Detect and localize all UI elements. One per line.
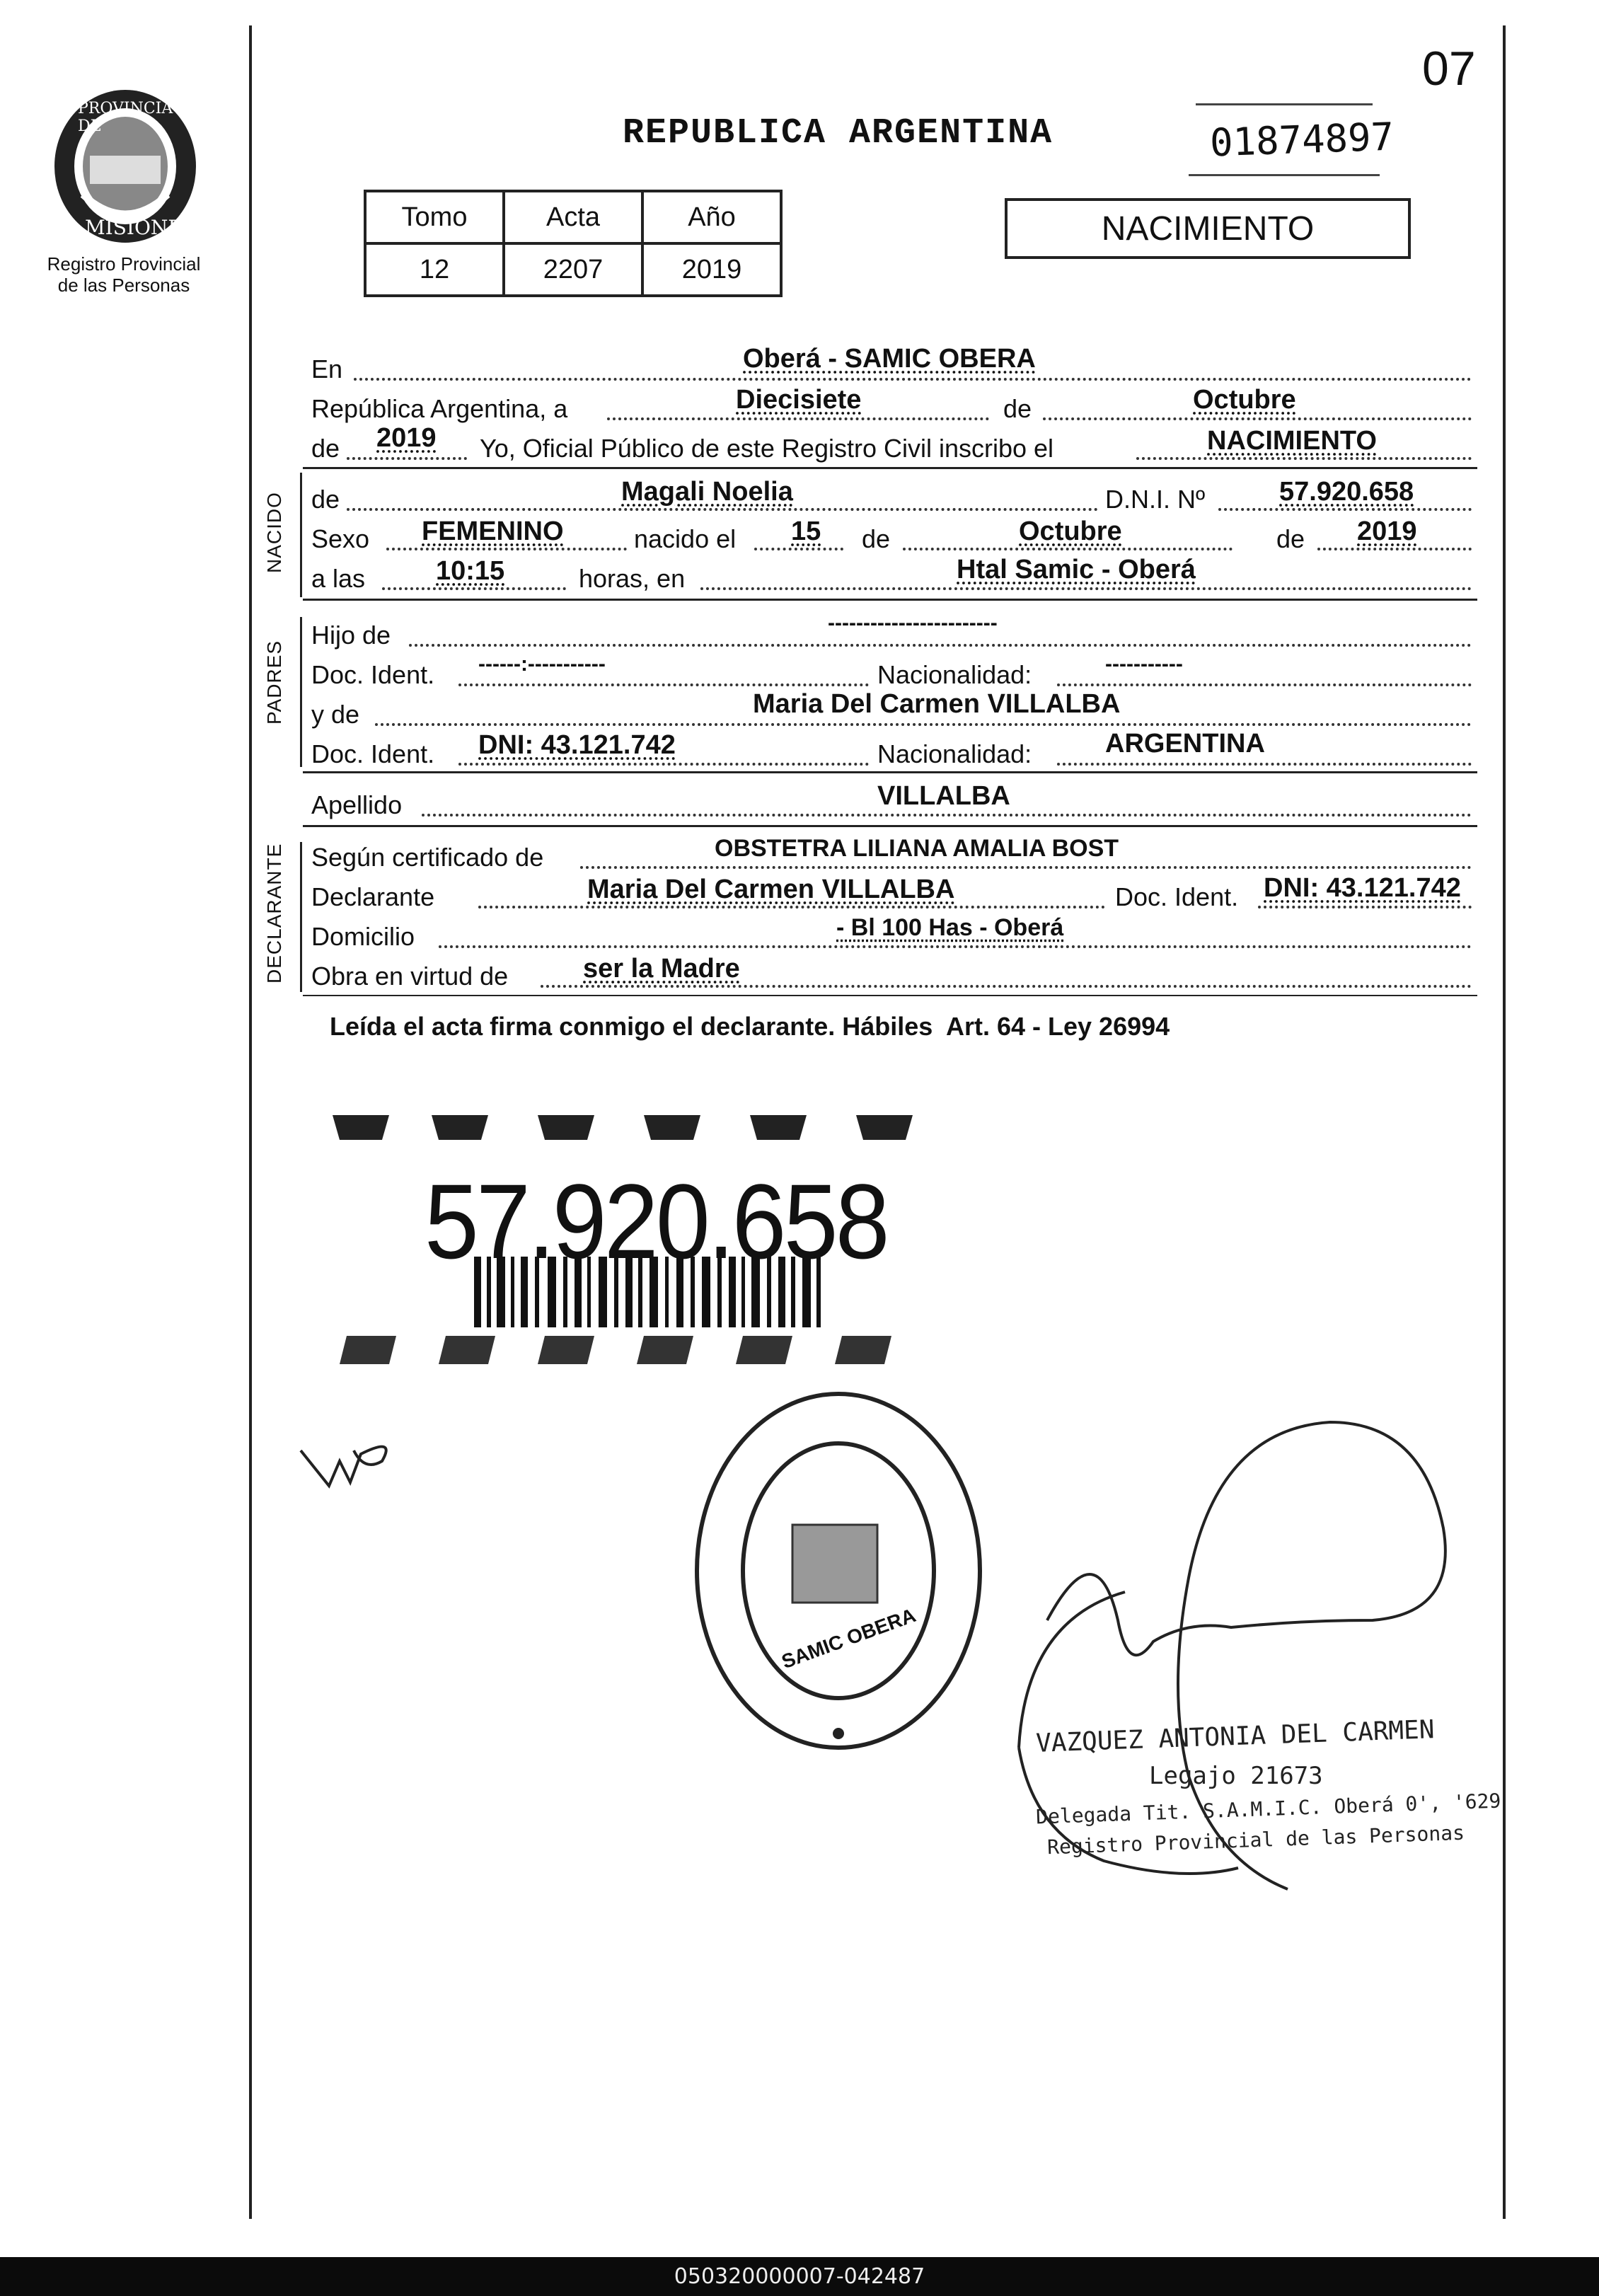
official-registro: Registro Provincial de las Personas (1046, 1821, 1465, 1859)
registry-name-line2: de las Personas (57, 275, 190, 296)
nacido-name-value: Magali Noelia (621, 477, 793, 507)
domicilio-label: Domicilio (311, 922, 415, 951)
inscribe-value: NACIMIENTO (1207, 426, 1377, 456)
section-bracket-nacido (300, 473, 302, 597)
en-value: Oberá - SAMIC OBERA (743, 344, 1036, 374)
nacionalidad-label: Nacionalidad: (877, 660, 1032, 689)
section-divider (303, 995, 1477, 996)
official-cargo: Delegada Tit. S.A.M.I.C. Oberá 0', '629 (1035, 1789, 1501, 1829)
dotted-line (382, 587, 566, 590)
doc-ident-value-2: DNI: 43.121.742 (478, 730, 676, 760)
province-seal-logo (51, 88, 200, 248)
dotted-line (409, 644, 1472, 647)
en-label: En (311, 354, 343, 383)
doc-ident-label: Doc. Ident. (311, 739, 435, 768)
seal-text-top: PROVINCIA DE (78, 100, 173, 135)
hijo-de-value: ------------------------ (828, 611, 998, 635)
section-bracket-padres (300, 617, 302, 767)
doc-ident-label: Doc. Ident. (311, 660, 435, 689)
domicilio-value: - Bl 100 Has - Oberá (836, 914, 1064, 941)
sexo-value: FEMENINO (422, 517, 564, 546)
nacionalidad-value-2: ARGENTINA (1105, 729, 1265, 758)
declarante-doc-value: DNI: 43.121.742 (1264, 873, 1461, 903)
dotted-line (1057, 683, 1472, 686)
dotted-line (458, 763, 869, 766)
left-border-line (249, 25, 252, 2219)
registry-name (28, 253, 219, 296)
right-border-line (1503, 25, 1506, 2219)
nacionalidad-label: Nacionalidad: (877, 739, 1032, 768)
section-divider (303, 771, 1477, 773)
dotted-line (375, 723, 1472, 726)
horas-en-label: horas, en (579, 564, 686, 593)
dotted-line (422, 814, 1472, 817)
doc-ident-value-1: ------:----------- (478, 652, 606, 676)
mother-name-value: Maria Del Carmen VILLALBA (753, 689, 1121, 719)
table-value-tomo: 12 (365, 243, 504, 296)
sexo-label: Sexo (311, 524, 370, 553)
dotted-line (903, 548, 1233, 550)
section-divider (303, 825, 1477, 827)
month-value: Octubre (1193, 385, 1296, 415)
page-title: REPUBLICA ARGENTINA (623, 113, 1054, 154)
dotted-line (1043, 417, 1472, 420)
nacionalidad-value-1: ----------- (1105, 652, 1183, 676)
document-type-box: NACIMIENTO (1005, 198, 1411, 259)
dotted-line (347, 508, 1098, 511)
dotted-line (1218, 508, 1472, 511)
de2-label: de (311, 434, 340, 463)
acta-table (364, 190, 783, 297)
apellido-label: Apellido (311, 790, 403, 819)
dotted-line (1258, 906, 1472, 908)
dni-value: 57.920.658 (1279, 477, 1414, 507)
dotted-line (580, 866, 1472, 869)
official-legajo: Legajo 21673 (1149, 1762, 1323, 1790)
dotted-line (478, 906, 1105, 908)
dotted-line (354, 378, 1472, 381)
dotted-line (1057, 763, 1472, 766)
section-label-declarante: DECLARANTE (263, 843, 285, 983)
stamp-inner-text: SAMIC OBERA (778, 1603, 919, 1673)
apellido-value: VILLALBA (877, 781, 1010, 811)
declarante-label: Declarante (311, 882, 435, 911)
dotted-line (1317, 548, 1472, 550)
nacido-el-label: nacido el (634, 524, 737, 553)
table-header-acta: Acta (504, 191, 642, 243)
republica-label: República Argentina, a (311, 394, 568, 423)
closing-text: Leída el acta firma conmigo el declarante. Hábiles Art. 64 - Ley 26994 (330, 1012, 1170, 1041)
birth-day-value: 15 (791, 517, 821, 546)
a-las-label: a las (311, 564, 366, 593)
dotted-line (386, 548, 627, 550)
footer-code: 050320000007-042487 (0, 2257, 1599, 2296)
section-divider (303, 599, 1477, 601)
seal-text-bottom: MISIONES (85, 216, 197, 239)
y-de-label: y de (311, 700, 360, 729)
birth-place-value: Htal Samic - Oberá (957, 555, 1196, 584)
section-divider (303, 467, 1477, 469)
obra-value: ser la Madre (583, 954, 740, 983)
de-label: de (862, 524, 891, 553)
table-value-acta: 2207 (504, 243, 642, 296)
serial-number-stamp (1189, 103, 1395, 181)
obra-label: Obra en virtud de (311, 962, 509, 991)
dotted-line (1136, 457, 1472, 460)
certificado-label: Según certificado de (311, 843, 544, 872)
doc-ident-label: Doc. Ident. (1115, 882, 1239, 911)
birth-month-value: Octubre (1019, 517, 1122, 546)
registry-name-line1: Registro Provincial (47, 253, 201, 275)
birth-year-value: 2019 (1357, 517, 1417, 546)
declarant-signature (297, 1422, 403, 1500)
section-label-nacido: NACIDO (263, 492, 285, 573)
year-value: 2019 (376, 423, 437, 453)
time-value: 10:15 (436, 556, 505, 586)
serial-number: 01874897 (1208, 114, 1395, 166)
dotted-line (439, 945, 1472, 948)
section-label-padres: PADRES (263, 640, 285, 725)
official-stamp (686, 1387, 991, 1755)
oficial-text: Yo, Oficial Público de este Registro Civil inscribo el (480, 434, 1054, 463)
dotted-line (700, 587, 1472, 590)
dni-label: D.N.I. Nº (1105, 485, 1206, 514)
dotted-line (541, 985, 1472, 988)
hijo-de-label: Hijo de (311, 621, 391, 650)
dotted-line (347, 457, 467, 460)
table-value-anio: 2019 (642, 243, 781, 296)
dotted-line (607, 417, 989, 420)
declarante-value: Maria Del Carmen VILLALBA (587, 875, 955, 904)
page-number: 07 (1422, 42, 1476, 96)
certificado-value: OBSTETRA LILIANA AMALIA BOST (715, 835, 1119, 862)
day-value: Diecisiete (736, 385, 862, 415)
table-header-tomo: Tomo (365, 191, 504, 243)
table-header-anio: Año (642, 191, 781, 243)
dotted-line (754, 548, 843, 550)
dotted-line (458, 683, 869, 686)
de-label: de (1003, 394, 1032, 423)
barcode-number: 57.920.658 (425, 1162, 887, 1281)
nacido-de-label: de (311, 485, 340, 514)
official-name: VAZQUEZ ANTONIA DEL CARMEN (1035, 1715, 1436, 1758)
section-bracket-declarante (300, 842, 302, 992)
de-label: de (1276, 524, 1305, 553)
